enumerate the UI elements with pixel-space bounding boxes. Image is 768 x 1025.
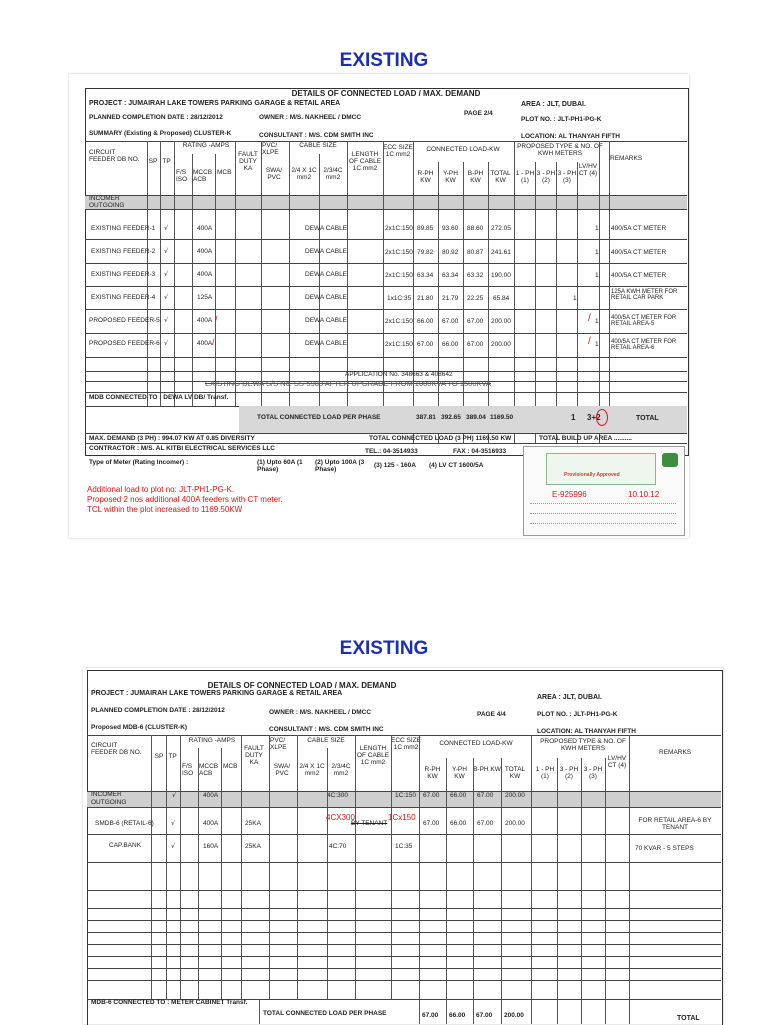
- ecc-value: 2x1C:150: [385, 249, 413, 256]
- y-value: 63.34: [442, 272, 459, 279]
- page1-hdr-cablesize: CABLE SIZE: [299, 142, 337, 149]
- page2-row-line: [87, 932, 721, 933]
- y-value: 66.00: [442, 341, 459, 348]
- total-value: 190.00: [491, 272, 511, 279]
- tp-check: √: [164, 247, 169, 255]
- r-value: 66.00: [417, 318, 434, 325]
- y-value: 80.92: [442, 249, 459, 256]
- page1-hdr-circuit: CIRCUIT FEEDER DB NO.: [89, 149, 140, 163]
- page1-hdr-p3: 3 - PH (3): [557, 170, 577, 184]
- page2-project: PROJECT : JUMAIRAH LAKE TOWERS PARKING GARAGE & RETAIL AREA: [91, 690, 343, 697]
- page1-summary: SUMMARY (Existing & Proposed) CLUSTER-K: [89, 130, 232, 137]
- cable-value-red: 4CX300: [326, 813, 355, 822]
- page1-location: LOCATION: AL THANYAH FIFTH: [521, 133, 620, 140]
- page1-page: PAGE 2/4: [464, 110, 493, 117]
- page2-consultant: CONSULTANT : M/S. CDM SMITH INC: [269, 726, 384, 733]
- page2-row-line: [87, 908, 721, 909]
- page2-col-line: [180, 735, 181, 999]
- page1-note-1: Additional load to plot no: JLT-PH1-PG-K.: [87, 485, 235, 494]
- r-value: 67.00: [417, 341, 434, 348]
- page2-hdr-tp: TP: [168, 753, 177, 760]
- cable-value: DEWA CABLE: [305, 340, 348, 347]
- tp-check: √: [164, 270, 169, 278]
- page1-hdr-rating: RATING -AMPS: [182, 142, 230, 149]
- page2-location: LOCATION: AL THANYAH FIFTH: [537, 728, 636, 735]
- red-tick-mark: /: [588, 313, 591, 324]
- total-value: 241.61: [491, 249, 511, 256]
- page1-hdr-sp: SP: [148, 158, 158, 165]
- tp-check: √: [164, 224, 169, 232]
- page2-row-line: [87, 956, 721, 957]
- page1-m3: (3) 125 - 160A: [374, 462, 416, 469]
- page1-total-word: TOTAL: [636, 415, 659, 422]
- page2-planned: PLANNED COMPLETION DATE : 28/12/2012: [91, 707, 225, 714]
- page1-total-p3: 1: [571, 413, 576, 422]
- page2-col-line: [241, 735, 242, 999]
- page2-incomer-b: 67.00: [477, 792, 494, 799]
- stamp-line: [530, 503, 676, 504]
- b-value: 67.00: [477, 820, 494, 827]
- page2-incomer-tp: √: [172, 791, 177, 799]
- page1-col-line: [235, 141, 236, 406]
- red-tick-mark: /: [212, 337, 215, 347]
- page2-total-b: 67.00: [476, 1012, 493, 1019]
- page2-hdr-length: LENGTH OF CABLE 1C mm2: [356, 745, 390, 766]
- cable-value: DEWA CABLE: [305, 248, 348, 255]
- page2-col-line: [166, 735, 167, 999]
- total-value: 200.00: [491, 341, 511, 348]
- page1-sheet: [69, 74, 689, 538]
- page1-hdr-total: TOTAL KW: [490, 170, 511, 184]
- page2-col-line: [605, 758, 606, 1024]
- mccb-value: 125A: [197, 294, 213, 301]
- page1-hdr-ecc: ECC SIZE 1C mm2: [383, 144, 413, 158]
- page1-total-b: 389.04: [466, 414, 486, 421]
- page1-total-ct: 3+2: [587, 413, 601, 422]
- page2-col-line: [473, 758, 474, 1024]
- page2-outgoing-label: OUTGOING: [91, 799, 127, 806]
- page2-col-line: [151, 735, 152, 999]
- page1-tel: TEL.: 04-3514933: [365, 448, 418, 455]
- page1-application: APPLICATION No. 348663 & 408642: [345, 371, 453, 378]
- page1-col-line: [261, 141, 262, 406]
- table-row-name: EXISTING FEEDER-1: [91, 225, 156, 232]
- page1-row-line: [85, 357, 687, 358]
- page1-hdr-rph: R-PH KW: [417, 170, 434, 184]
- page1-heading: EXISTING: [339, 50, 429, 71]
- stamp-line: [530, 513, 676, 514]
- page1-row-line: [85, 433, 687, 434]
- page1-col-line: [192, 154, 193, 406]
- page2-row-line: [87, 834, 721, 835]
- ct-value: 1: [595, 225, 599, 232]
- table-row-name: PROPOSED FEEDER-6: [89, 340, 160, 347]
- page2-col-line: [327, 748, 328, 999]
- page1-row-line: [85, 209, 687, 210]
- page2-row-line: [87, 968, 721, 969]
- page2-incomer-r: 67.00: [423, 792, 440, 799]
- page2-hdr-cablesize: CABLE SIZE: [307, 737, 345, 744]
- y-value: 67.00: [442, 318, 459, 325]
- page1-col-line: [599, 141, 600, 443]
- mccb-value: 400A: [197, 317, 213, 324]
- page2-hdr-p1: 1 - PH (1): [535, 766, 555, 780]
- page1-col-line: [215, 154, 216, 406]
- b-value: 80.87: [467, 249, 484, 256]
- page2-row-line: [87, 791, 721, 792]
- dewa-logo-icon: [662, 453, 678, 467]
- page1-note-3: TCL within the plot increased to 1169.50KW: [87, 505, 243, 514]
- page2-hdr-swa: SWA/ PVC: [273, 763, 291, 777]
- remarks-value: 400/5A CT METER: [611, 225, 667, 232]
- page1-consultant: CONSULTANT : M/S. CDM SMITH INC: [259, 132, 374, 139]
- mccb-value: 400A: [203, 820, 219, 827]
- page1-col-line: [413, 141, 414, 443]
- ecc-value: 2x1C:150: [385, 272, 413, 279]
- page1-hdr-remarks: REMARKS: [610, 155, 643, 162]
- r-value: 63.34: [417, 272, 434, 279]
- page1-total-phase-label: TOTAL CONNECTED LOAD PER PHASE: [257, 414, 381, 421]
- page2-hdr-rating: RATING -AMPS: [188, 737, 236, 744]
- page1-existing-dewa: EXISTING DEWA S/S No. SS-5983 AFTER UPGRADE FROM 1000KVA TO 1500KVA: [205, 379, 491, 388]
- remarks-value: 125A KWH METER FOR RETAIL CAR PARK: [611, 289, 678, 302]
- ct-value: 1: [595, 272, 599, 279]
- page1-row-line: [85, 392, 687, 393]
- page2-row-line: [87, 920, 721, 921]
- ecc-value: 2x1C:150: [385, 318, 413, 325]
- ct-value: 1: [595, 318, 599, 325]
- page2-col-line: [297, 735, 298, 999]
- page2-col-line: [355, 735, 356, 999]
- page1-hdr-c24: 2/4 X 1C mm2: [291, 167, 317, 181]
- page1-hdr-pvc: PVC/ XLPE: [262, 142, 279, 156]
- mccb-value: 400A: [197, 225, 213, 232]
- page2-heading: EXISTING: [339, 638, 429, 659]
- page1-hdr-fs: F/S ISO: [176, 169, 188, 183]
- page2-hdr-c24: 2/4 X 1C mm2: [299, 763, 325, 777]
- page1-incomer-label: INCOMER: [89, 195, 120, 202]
- page2-hdr-yph: Y-PH KW: [452, 766, 467, 780]
- page2-col-line: [581, 758, 582, 1024]
- stamp-text: Provisionally Approved: [564, 472, 620, 478]
- page2-hdr-proposed: PROPOSED TYPE & NO. OF KWH METERS: [540, 738, 626, 752]
- page1-hdr-proposed: PROPOSED TYPE & NO. OF KWH METERS: [517, 143, 603, 157]
- page2-proposed-mdb: Proposed MDB-6 (CLUSTER-K): [91, 724, 188, 731]
- page1-hdr-c234: 2/3/4C mm2: [323, 167, 343, 181]
- b-value: 22.25: [467, 295, 484, 302]
- r-value: 89.85: [417, 225, 434, 232]
- page1-col-line: [609, 141, 610, 406]
- page1-hdr-bph: B-PH KW: [467, 170, 484, 184]
- page2-hdr-bph: B-PH KW: [473, 766, 501, 773]
- remarks-value: 400/5A CT METER FOR RETAIL AREA-5: [611, 315, 677, 328]
- ecc-value-red: 1Cx150: [388, 813, 416, 822]
- fault-value: 25KA: [245, 820, 261, 827]
- table-row-name: EXISTING FEEDER-3: [91, 271, 156, 278]
- page1-col-line: [488, 162, 489, 443]
- stamp-date: 10.10.12: [628, 490, 660, 499]
- red-circle-mark: [596, 409, 608, 426]
- page1-row-line: [85, 333, 687, 334]
- remarks-value: FOR RETAIL AREA-6 BY TENANT: [638, 817, 712, 831]
- page1-contractor: CONTRACTOR : M/S. AL KITBI ELECTRICAL SERVICES LLC: [89, 445, 275, 452]
- y-value: 21.79: [442, 295, 459, 302]
- ct-value: 1: [595, 341, 599, 348]
- table-row-name: EXISTING FEEDER-4: [91, 294, 156, 301]
- page1-total-r: 387.81: [416, 414, 436, 421]
- tp-check: √: [164, 316, 169, 324]
- y-value: 66.00: [450, 820, 467, 827]
- page1-col-line: [160, 141, 161, 406]
- page2-incomer-cable: 4C:300: [327, 792, 348, 799]
- page2-hdr-fault: FAULT DUTY KA: [244, 745, 264, 766]
- remarks-value: 400/5A CT METER: [611, 272, 667, 279]
- page1-fax: FAX : 04-3516933: [453, 448, 507, 455]
- tp-check: √: [164, 293, 169, 301]
- stamp-inner-box: [546, 453, 656, 485]
- page2-col-line: [501, 758, 502, 1024]
- r-value: 21.80: [417, 295, 434, 302]
- page1-row-line: [85, 443, 687, 444]
- page1-col-line: [463, 162, 464, 443]
- page2-col-line: [557, 758, 558, 1024]
- page2-row-line: [87, 807, 721, 808]
- tp-check: √: [164, 339, 169, 347]
- page1-col-line: [514, 141, 515, 443]
- page2-col-line: [391, 735, 392, 999]
- remarks-value: 400/5A CT METER FOR RETAIL AREA-6: [611, 339, 677, 352]
- page1-total-total: 1169.50: [490, 414, 514, 421]
- page1-outgoing-label: OUTGOING: [89, 202, 125, 209]
- page2-total-phase-label: TOTAL CONNECTED LOAD PER PHASE: [263, 1010, 387, 1017]
- page2-hdr-mccb: MCCB ACB: [199, 763, 219, 777]
- total-value: 200.00: [491, 318, 511, 325]
- ecc-value: 1x1C:35: [387, 295, 412, 302]
- page1-hdr-tp: TP: [162, 158, 171, 165]
- page2-hdr-rph: R-PH KW: [424, 766, 441, 780]
- page2-hdr-lvhv: LV/HV CT (4): [607, 755, 627, 769]
- page2-hdr-circuit: CIRCUIT FEEDER DB NO.: [91, 742, 142, 756]
- fault-value: 25KA: [245, 843, 261, 850]
- page2-header-top-line: [87, 735, 721, 736]
- table-row-name: CAP.BANK: [109, 842, 142, 849]
- page1-row-line: [85, 309, 687, 310]
- page2-incomer-y: 66.00: [450, 792, 467, 799]
- page1-hdr-lvhv: LV/HV CT (4): [578, 163, 598, 177]
- page2-hdr-c234: 2/3/4C mm2: [331, 763, 351, 777]
- page2-total-y: 66.00: [449, 1012, 466, 1019]
- page1-m1: (1) Upto 60A (1 Phase): [257, 459, 303, 473]
- page1-hdr-p2: 3 - PH (2): [536, 170, 556, 184]
- page2-incomer-ecc: 1C:150: [395, 792, 416, 799]
- page2-mdb-connected: MDB-6 CONNECTED TO : METER CABINET Transf.: [91, 999, 248, 1006]
- b-value: 67.00: [467, 341, 484, 348]
- b-value: 67.00: [467, 318, 484, 325]
- page2-row-line: [87, 980, 721, 981]
- ecc-value: 2x1C:150: [385, 341, 413, 348]
- page2-col-line: [259, 999, 260, 1024]
- total-value: 65.84: [493, 295, 510, 302]
- page1-total-3ph: TOTAL CONNECTED LOAD (3 PH) 1169.50 KW: [369, 435, 512, 442]
- page1-hdr-connected: CONNECTED LOAD-KW: [426, 146, 500, 153]
- total-value: 272.05: [491, 225, 511, 232]
- ct-value: 1: [573, 295, 577, 302]
- page1-hdr-fault: FAULT DUTY KA: [238, 151, 258, 172]
- page2-col-line: [221, 748, 222, 999]
- page1-total-y: 392.65: [441, 414, 461, 421]
- page2-owner: OWNER : M/S. NAKHEEL / DMCC: [269, 709, 372, 716]
- y-value: 93.60: [442, 225, 459, 232]
- ecc-value: 2x1C:150: [385, 225, 413, 232]
- page1-col-line: [347, 141, 348, 406]
- page1-col-line: [174, 141, 175, 406]
- page1-col-line: [289, 141, 290, 406]
- page1-col-line: [556, 162, 557, 443]
- table-row-name: SMDB-6 (RETAIL-6): [95, 820, 154, 827]
- page2-col-line: [446, 758, 447, 1024]
- page2-row-line: [87, 944, 721, 945]
- remarks-value: 70 KVAR - 5 STEPS: [635, 845, 694, 852]
- page1-total-buildup: TOTAL BUILD UP AREA ..........: [539, 435, 632, 442]
- cable-value: 4C:70: [329, 843, 347, 850]
- page1-row-line: [85, 195, 687, 196]
- page1-header-top-line: [85, 141, 687, 142]
- tp-check: √: [171, 819, 176, 827]
- red-tick-mark: /: [215, 314, 218, 324]
- ecc-value: 1C:35: [395, 843, 413, 850]
- page1-col-line: [535, 162, 536, 443]
- b-value: 63.32: [467, 272, 484, 279]
- page1-planned: PLANNED COMPLETION DATE : 28/12/2012: [89, 114, 223, 121]
- page2-hdr-mcb: MCB: [223, 763, 238, 770]
- stamp-ref: E-925996: [552, 490, 587, 499]
- page2-area: AREA : JLT, DUBAI.: [537, 694, 602, 701]
- total-value: 200.00: [505, 820, 525, 827]
- mccb-value: 400A: [197, 340, 213, 347]
- page1-col-line: [383, 141, 384, 406]
- ct-value: 1: [595, 249, 599, 256]
- page1-hdr-yph: Y-PH KW: [443, 170, 458, 184]
- page2-incomer-mccb: 400A: [203, 792, 219, 799]
- page2-hdr-ecc: ECC SIZE 1C mm2: [391, 737, 421, 751]
- page2-row-line: [87, 862, 721, 863]
- page2-hdr-p2: 3 - PH (2): [559, 766, 579, 780]
- r-value: 79.82: [417, 249, 434, 256]
- page1-col-line: [577, 162, 578, 443]
- page1-col-line: [438, 162, 439, 443]
- page2-plot: PLOT NO. : JLT-PH1-PG-K: [537, 711, 618, 718]
- tp-check: √: [171, 842, 176, 850]
- page2-hdr-fs: F/S ISO: [182, 763, 194, 777]
- page1-col-line: [319, 154, 320, 406]
- page2-hdr-remarks: REMARKS: [659, 749, 692, 756]
- cable-value: DEWA CABLE: [305, 225, 348, 232]
- page2-incomer-label: INCOMER: [91, 791, 122, 798]
- page2-hdr-p3: 3 - PH (3): [583, 766, 603, 780]
- page1-hdr-swa: SWA/ PVC: [265, 167, 283, 181]
- page2-col-line: [269, 735, 270, 999]
- page1-m4: (4) LV CT 1600/5A: [429, 462, 484, 469]
- page2-page: PAGE 4/4: [477, 711, 506, 718]
- mccb-value: 160A: [203, 843, 219, 850]
- page2-hdr-connected: CONNECTED LOAD-KW: [439, 740, 513, 747]
- page1-incomer-band: [85, 195, 687, 209]
- cable-value: DEWA CABLE: [305, 271, 348, 278]
- table-row-name: EXISTING FEEDER-2: [91, 248, 156, 255]
- page2-sheet: [83, 668, 723, 1024]
- stamp-line: [530, 523, 676, 524]
- remarks-value: 400/5A CT METER: [611, 249, 667, 256]
- b-value: 88.60: [467, 225, 484, 232]
- page1-row-line: [85, 239, 687, 240]
- by-tenant-value: BY TENANT: [351, 820, 388, 827]
- page2-hdr-total: TOTAL KW: [504, 766, 526, 780]
- page1-hdr-mccb: MCCB ACB: [193, 169, 213, 183]
- page2-total-total: 200.00: [504, 1012, 524, 1019]
- page1-row-line: [85, 286, 687, 287]
- page2-hdr-sp: SP: [154, 753, 164, 760]
- page1-hdr-mcb: MCB: [217, 169, 232, 176]
- page1-owner: OWNER : M/S. NAKHEEL / DMCC: [259, 114, 362, 121]
- approval-stamp: [523, 446, 685, 536]
- cable-value: DEWA CABLE: [305, 294, 348, 301]
- r-value: 67.00: [423, 820, 440, 827]
- table-row-name: PROPOSED FEEDER-5: [89, 317, 160, 324]
- page1-hdr-length: LENGTH OF CABLE 1C mm2: [348, 151, 382, 172]
- page1-project: PROJECT : JUMAIRAH LAKE TOWERS PARKING GARAGE & RETAIL AREA: [89, 100, 341, 107]
- page2-incomer-total: 200.00: [505, 792, 525, 799]
- page1-max-demand: MAX. DEMAND (3 PH) : 994.07 KW AT 0.85 DIVERSITY: [89, 435, 255, 442]
- red-tick-mark: /: [588, 336, 591, 347]
- page1-area: AREA : JLT, DUBAI.: [521, 101, 586, 108]
- page1-note-2: Proposed 2 nos additional 400A feeders with CT meter.: [87, 495, 283, 504]
- page1-plot: PLOT NO. : JLT-PH1-PG-K: [521, 116, 602, 123]
- page2-col-line: [198, 748, 199, 999]
- cable-value: DEWA CABLE: [305, 317, 348, 324]
- page1-meter-type: Type of Meter (Rating Incomer) :: [89, 459, 189, 466]
- page2-total-r: 67.00: [422, 1012, 439, 1019]
- page1-mdb-connected: MDB CONNECTED TO : DEWA LV DB/ Transf.: [89, 394, 229, 401]
- page1-hdr-p1: 1 - PH (1): [515, 170, 535, 184]
- page2-row-line: [87, 890, 721, 891]
- mccb-value: 400A: [197, 248, 213, 255]
- page2-total-word: TOTAL: [677, 1015, 700, 1022]
- page1-title: DETAILS OF CONNECTED LOAD / MAX. DEMAND: [291, 89, 481, 98]
- page2-title: DETAILS OF CONNECTED LOAD / MAX. DEMAND: [207, 681, 397, 690]
- page2-hdr-pvc: PVC/ XLPE: [270, 737, 287, 751]
- page1-row-line: [85, 263, 687, 264]
- page1-m2: (2) Upto 100A (3 Phase): [315, 459, 365, 473]
- mccb-value: 400A: [197, 271, 213, 278]
